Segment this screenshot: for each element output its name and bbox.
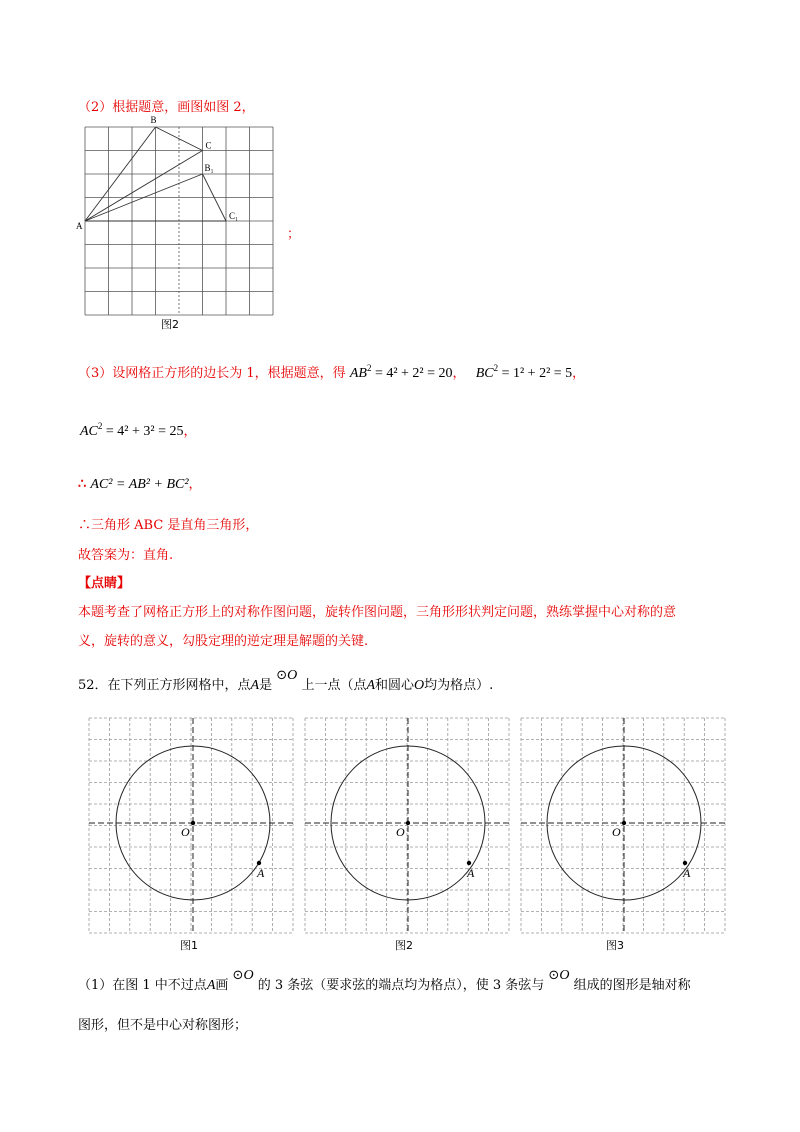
eq-bc-lhs: BC — [475, 366, 494, 381]
point-label: B₁ — [204, 163, 214, 173]
sub1-point-a: A — [206, 978, 216, 993]
center-point — [406, 821, 410, 825]
figure2-labels — [76, 115, 238, 231]
q52-figure-1 — [89, 718, 293, 952]
q52-figures — [0, 710, 800, 960]
eq-ac-line — [80, 417, 197, 441]
circle-symbol-icon: ⊙ — [548, 968, 560, 983]
eq-ab-lhs: AB — [349, 366, 367, 381]
part2-semicolon: ； — [287, 227, 301, 242]
therefore-symbol: ∴ — [78, 477, 87, 492]
figure2-grid — [76, 115, 275, 331]
eq-ac-rhs: = 4² + 3² = 25 — [102, 424, 184, 439]
figure-caption: 图1 — [180, 939, 198, 952]
center-label: O — [396, 825, 405, 839]
q52-circle-o — [276, 668, 297, 683]
point-a — [467, 861, 471, 865]
q52-stem — [78, 668, 494, 695]
eq-sum: AC² = AB² + BC² — [90, 477, 189, 492]
comma-4: ， — [188, 477, 202, 492]
eq-ab-rhs: = 4² + 2² = 20 — [371, 366, 453, 381]
q52-stem-c: 上一点（点 — [301, 678, 367, 693]
point-a-label: A — [683, 866, 691, 880]
comment-line1: 本题考查了网格正方形上的对称作图问题，旋转作图问题，三角形形状判定问题，熟练掌握中心对称的意 — [78, 605, 677, 620]
part3-conclusion: ∴三角形 ABC 是直角三角形， — [78, 518, 259, 533]
q52-center-o: O — [414, 678, 425, 693]
segment-CA — [85, 151, 203, 222]
sub1-d: 组成的图形是轴对称 — [573, 978, 691, 993]
sub1-circle-o — [233, 968, 254, 983]
point-a — [683, 861, 687, 865]
figure-caption: 图3 — [606, 939, 624, 952]
circle-o-letter: O — [243, 968, 254, 983]
circle-o-letter: O — [287, 668, 298, 683]
sub1-a: （1）在图 1 中不过点 — [78, 978, 207, 993]
q52-stem-d: 和圆心 — [375, 678, 415, 693]
eq-ab: $AB^2 = 4^2 + 2^2 = 20$ — [349, 363, 453, 381]
figure-caption: 图2 — [395, 939, 413, 952]
point-label: A — [76, 221, 83, 231]
circle-o-letter: O — [559, 968, 570, 983]
part3-intro: （3）设网格正方形的边长为 1，根据题意，得 — [78, 366, 346, 381]
point-label: C₁ — [229, 211, 239, 221]
eq-bc-rhs: = 1² + 2² = 5 — [498, 366, 573, 381]
q52-stem-b: 是 — [259, 678, 273, 693]
part2-text: （2）根据题意，画图如图 2， — [78, 100, 255, 115]
center-label: O — [181, 825, 190, 839]
comma-3: ， — [183, 424, 197, 439]
segment-BC — [156, 127, 203, 151]
center-point — [622, 821, 626, 825]
point-a-label: A — [257, 866, 265, 880]
eq-ac-lhs: AC — [80, 424, 98, 439]
q52-sub1-line2: 图形，但不是中心对称图形； — [78, 1018, 248, 1033]
sub1-circle-o-2 — [548, 968, 569, 983]
center-label: O — [612, 825, 621, 839]
part3-answer: 故答案为：直角. — [78, 548, 174, 563]
figure2-caption: 图2 — [161, 318, 179, 331]
q52-figure-3 — [521, 718, 725, 952]
eq-ac: $AC^2 = 4^2 + 3^2 = 25$ — [80, 421, 184, 439]
comment-line2: 义，旋转的意义，勾股定理的逆定理是解题的关键. — [78, 634, 369, 649]
comma-2: ， — [572, 366, 586, 381]
eq-bc: $BC^2 = 1^2 + 2^2 = 5$ — [475, 363, 573, 381]
circle-symbol-icon: ⊙ — [232, 968, 244, 983]
comma-1: ， — [452, 366, 466, 381]
q52-sub1 — [78, 968, 691, 995]
circle-symbol-icon: ⊙ — [276, 668, 288, 683]
q52-stem-e: 均为格点）. — [424, 678, 494, 693]
point-a-label: A — [467, 866, 475, 880]
q52-point-a: A — [250, 678, 260, 693]
part3-intro-line — [78, 359, 585, 383]
q52-figure-2 — [305, 718, 509, 952]
q52-stem-a: 52．在下列正方形网格中，点 — [78, 678, 251, 693]
sub1-b: 画 — [215, 978, 229, 993]
q52-point-a-2: A — [366, 678, 376, 693]
comment-heading: 【点睛】 — [78, 576, 131, 591]
center-point — [191, 821, 195, 825]
point-label: C — [205, 140, 212, 151]
sub1-c: 的 3 条弦（要求弦的端点均为格点），使 3 条弦与 — [257, 978, 545, 993]
point-a — [257, 861, 261, 865]
point-label: B — [150, 115, 157, 125]
eq-sum-line — [78, 476, 202, 494]
